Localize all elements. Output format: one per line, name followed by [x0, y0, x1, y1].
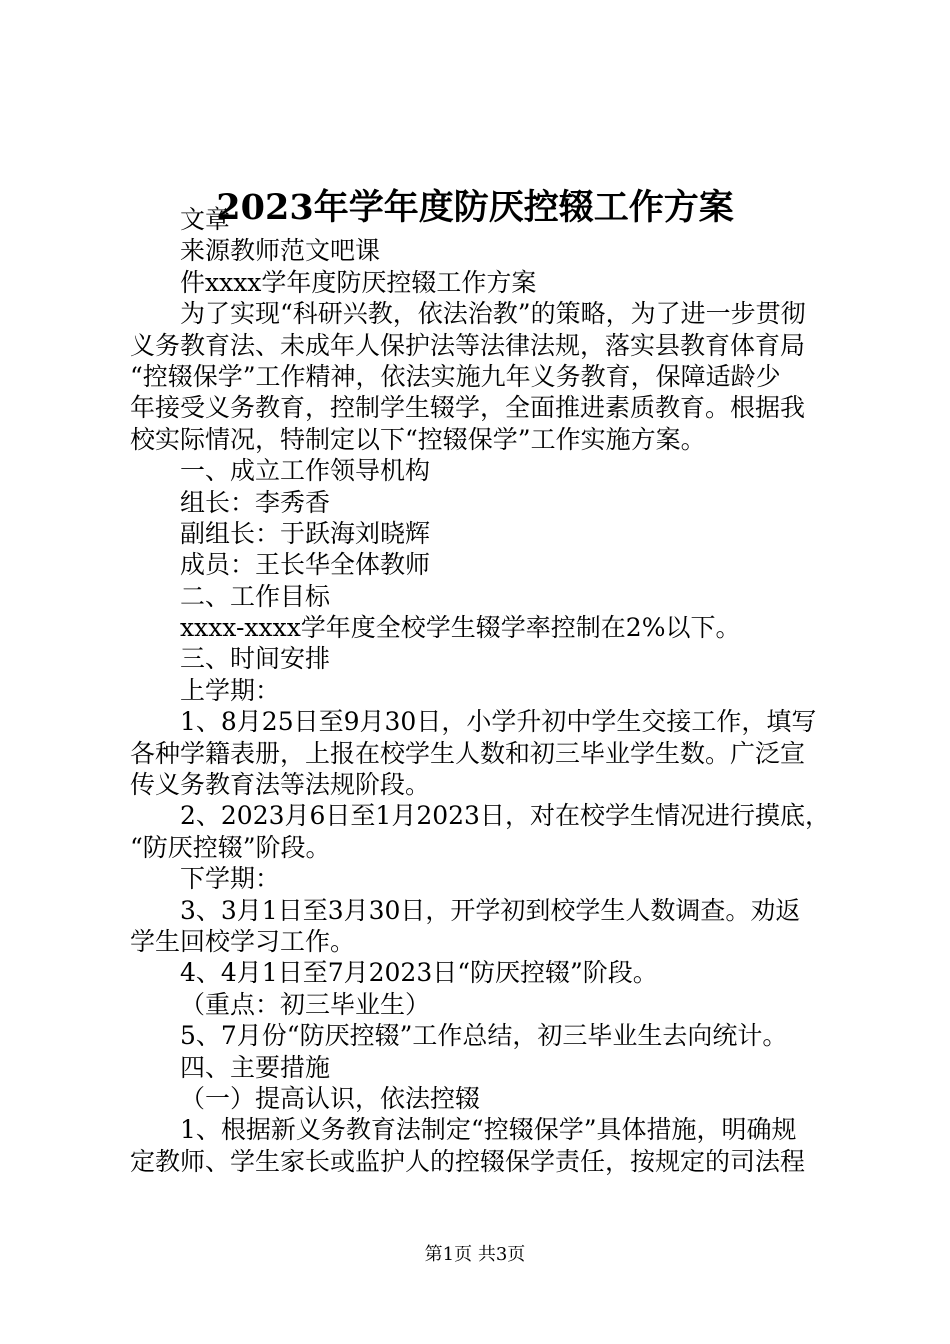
- body-line: 上学期：: [180, 675, 281, 705]
- section-heading: 二、工作目标: [180, 581, 331, 611]
- body-line: 下学期：: [180, 864, 281, 894]
- body-line: 文章: [180, 205, 231, 234]
- body-line: 1、8月25日至9月30日，小学升初中学生交接工作，填写: [180, 707, 817, 737]
- body-line: 各种学籍表册，上报在校学生人数和初三毕业学生数。广泛宣: [130, 738, 806, 768]
- body-line: 3、3月1日至3月30日，开学初到校学生人数调查。劝返: [180, 895, 801, 925]
- body-line: 1、根据新义务教育法制定“控辍保学”具体措施，明确规: [180, 1115, 797, 1145]
- body-line: 5、7月份“防厌控辍”工作总结，初三毕业生去向统计。: [180, 1021, 788, 1051]
- body-line: xxxx-xxxx学年度全校学生辍学率控制在2%以下。: [180, 613, 741, 643]
- body-line: 4、4月1日至7月2023日“防厌控辍”阶段。: [180, 958, 658, 988]
- page-footer: 第1页 共3页: [424, 1244, 526, 1265]
- body-line: 为了实现“科研兴教，依法治教”的策略，为了进一步贯彻: [180, 299, 806, 329]
- body-line: 副组长：于跃海刘晓辉: [180, 518, 431, 548]
- body-line: 来源教师范文吧课: [180, 236, 381, 266]
- section-heading: 一、成立工作领导机构: [180, 456, 431, 486]
- body-line: “控辍保学”工作精神，依法实施九年义务教育，保障适龄少: [130, 361, 781, 391]
- subsection-heading: （一）提高认识，依法控辍: [180, 1083, 481, 1113]
- body-line: “防厌控辍”阶段。: [130, 832, 331, 862]
- body-line: 校实际情况，特制定以下“控辍保学”工作实施方案。: [130, 424, 706, 454]
- body-line: 义务教育法、未成年人保护法等法律法规，落实县教育体育局: [130, 330, 806, 360]
- body-line: 传义务教育法等法规阶段。: [130, 770, 431, 800]
- body-line: 件xxxx学年度防厌控辍工作方案: [180, 267, 537, 297]
- document-title: 2023年学年度防厌控辍工作方案: [216, 187, 734, 228]
- body-line: 定教师、学生家长或监护人的控辍保学责任，按规定的司法程: [130, 1146, 806, 1176]
- section-heading: 三、时间安排: [180, 644, 331, 674]
- body-line: （重点：初三毕业生）: [180, 989, 431, 1019]
- body-line: 2、2023月6日至1月2023日，对在校学生情况进行摸底，: [180, 801, 830, 831]
- body-line: 成员：王长华全体教师: [180, 550, 431, 580]
- body-line: 年接受义务教育，控制学生辍学，全面推进素质教育。根据我: [130, 393, 806, 423]
- section-heading: 四、主要措施: [180, 1052, 331, 1082]
- body-line: 组长：李秀香: [180, 487, 331, 517]
- body-line: 学生回校学习工作。: [130, 926, 356, 956]
- document-body: [130, 204, 830, 1177]
